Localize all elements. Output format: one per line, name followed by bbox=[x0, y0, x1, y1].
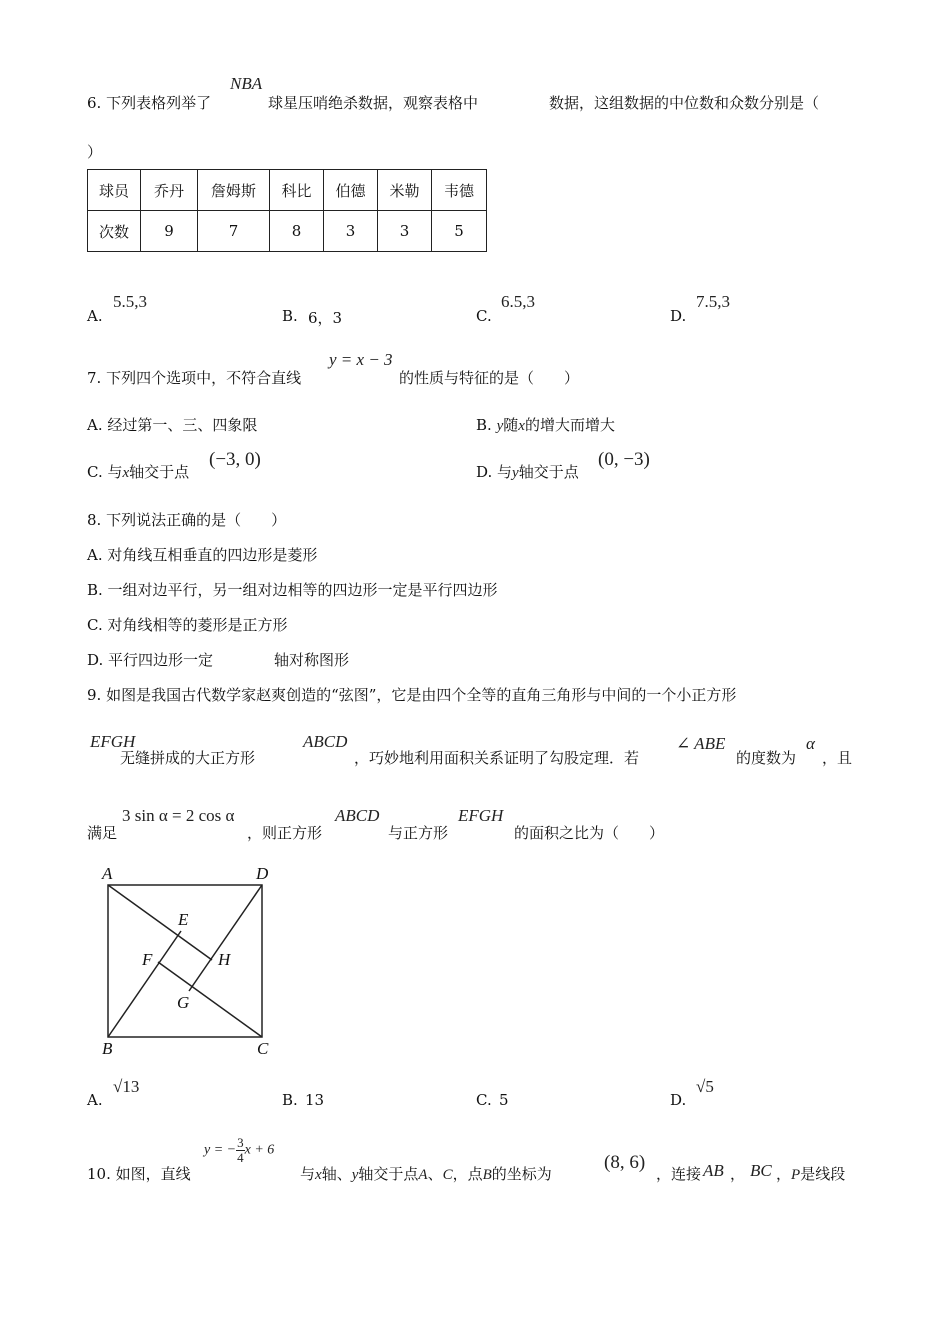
q7-stem-b: 的性质与特征的是（ ） bbox=[399, 369, 580, 387]
q7-option-b-y: y bbox=[496, 418, 504, 434]
q7-stem-a: 7. 下列四个选项中，不符合直线 bbox=[87, 369, 302, 387]
q9-option-d-value: √5 bbox=[696, 1077, 714, 1096]
segment-a-h bbox=[108, 885, 212, 960]
table-cell: 科比 bbox=[270, 170, 324, 211]
q9-abcd-2: ABCD bbox=[335, 806, 380, 825]
segment-d-g bbox=[189, 885, 262, 991]
q7-option-d-point: (0, −3) bbox=[598, 449, 650, 470]
segment-b-e bbox=[108, 931, 181, 1037]
q7-option-c-text2: 轴交于点 bbox=[129, 463, 190, 481]
q10-text-e: 、 bbox=[427, 1165, 443, 1183]
q10-text-b: 与 bbox=[300, 1165, 316, 1183]
q7-option-a: A. 经过第一、三、四象限 bbox=[87, 416, 258, 434]
q9-option-b-value: 13 bbox=[305, 1091, 325, 1109]
q10-text-j: 是线段 bbox=[800, 1165, 846, 1183]
label-e: E bbox=[178, 910, 189, 929]
table-row bbox=[88, 211, 487, 252]
q6-stem-c: 数据，这组数据的中位数和众数分别是（ bbox=[549, 94, 820, 112]
q10-segment-bc: BC bbox=[750, 1161, 772, 1180]
table-row bbox=[88, 170, 487, 211]
q6-option-a-label: A. bbox=[87, 307, 103, 325]
table-cell: 韦德 bbox=[432, 170, 487, 211]
q10-coord: (8, 6) bbox=[604, 1152, 646, 1173]
q9-option-a-value: √13 bbox=[113, 1077, 140, 1096]
q6-option-d-value: 7.5,3 bbox=[696, 292, 730, 311]
q10-tail bbox=[776, 1163, 845, 1184]
q10-text-d: 轴交于点 bbox=[358, 1165, 419, 1183]
q10-point-p: P bbox=[791, 1167, 801, 1183]
q7-option-b-text2: 的增大而增大 bbox=[524, 416, 615, 434]
q9-line3-a: 满足 bbox=[87, 824, 118, 842]
q7-option-d-text1: D. 与 bbox=[476, 463, 513, 481]
q10-eq-right: x + 6 bbox=[244, 1142, 275, 1158]
q7-option-d-y: y bbox=[512, 465, 519, 481]
q9-option-c-value: 5 bbox=[499, 1091, 509, 1109]
q10-point-c: C bbox=[442, 1167, 453, 1183]
label-d: D bbox=[256, 864, 269, 883]
q9-alpha: α bbox=[806, 734, 815, 753]
q9-angle-abe: ∠ ABE bbox=[676, 734, 726, 753]
q6-option-c-label: C. bbox=[476, 307, 492, 325]
label-b: B bbox=[102, 1039, 113, 1058]
q8-option-c: C. 对角线相等的菱形是正方形 bbox=[87, 616, 288, 634]
q6-option-a-value: 5.5,3 bbox=[113, 292, 147, 311]
q9-efgh-2: EFGH bbox=[458, 806, 504, 825]
q6-math-nba: NBA bbox=[230, 74, 263, 93]
table-cell: 9 bbox=[141, 211, 198, 252]
q10-point-b: B bbox=[482, 1167, 492, 1183]
table-cell: 伯德 bbox=[324, 170, 378, 211]
q9-efgh: EFGH bbox=[90, 732, 136, 751]
table-cell: 詹姆斯 bbox=[198, 170, 270, 211]
q10-text-f: ，点 bbox=[452, 1165, 483, 1183]
q9-line2-d: ，且 bbox=[822, 749, 853, 767]
q9-line2-a: 无缝拼成的大正方形 bbox=[120, 749, 256, 767]
q10-x: x bbox=[315, 1167, 322, 1183]
q6-option-c-value: 6.5,3 bbox=[501, 292, 535, 311]
q10-text-a: 10. 如图，直线 bbox=[87, 1165, 191, 1183]
q8-option-a: A. 对角线互相垂直的四边形是菱形 bbox=[87, 546, 318, 564]
q8-stem: 8. 下列说法正确的是（ ） bbox=[87, 511, 287, 529]
q9-option-b-label: B. bbox=[282, 1091, 298, 1109]
table-cell: 8 bbox=[270, 211, 324, 252]
table-cell: 次数 bbox=[88, 211, 141, 252]
q9-line3-b: ，则正方形 bbox=[247, 824, 323, 842]
q10-y: y bbox=[351, 1167, 359, 1183]
q7-equation: y = x − 3 bbox=[329, 350, 393, 369]
label-g: G bbox=[177, 993, 190, 1012]
q7-option-d-text2: 轴交于点 bbox=[518, 463, 579, 481]
q6-data-table bbox=[87, 169, 487, 252]
table-cell: 米勒 bbox=[378, 170, 432, 211]
label-c: C bbox=[257, 1039, 269, 1058]
label-f: F bbox=[142, 950, 153, 969]
q9-option-a-label: A. bbox=[87, 1091, 103, 1109]
table-cell: 乔丹 bbox=[141, 170, 198, 211]
square-abcd bbox=[108, 885, 262, 1037]
q10-comma: ， bbox=[730, 1165, 746, 1183]
q7-option-c-point: (−3, 0) bbox=[209, 449, 261, 470]
q6-stem-a: 6. 下列表格列举了 bbox=[87, 94, 212, 112]
q7-option-b-text1: 随 bbox=[503, 416, 519, 434]
q9-line3-c: 与正方形 bbox=[388, 824, 449, 842]
q7-option-b-label: B. bbox=[476, 416, 492, 434]
q7-option-c bbox=[87, 461, 189, 482]
q8-option-d-tail: 轴对称图形 bbox=[274, 651, 350, 669]
q9-line1: 9. 如图是我国古代数学家赵爽创造的“弦图”，它是由四个全等的直角三角形与中间的一个小正方形 bbox=[87, 686, 737, 704]
q10-equation bbox=[204, 1136, 274, 1165]
q7-option-d bbox=[476, 461, 579, 482]
q9-line2-c: 的度数为 bbox=[736, 749, 797, 767]
table-cell: 3 bbox=[324, 211, 378, 252]
q10-point-a: A bbox=[418, 1167, 428, 1183]
q9-option-d-label: D. bbox=[670, 1091, 687, 1109]
q7-option-b bbox=[476, 414, 615, 435]
q7-option-c-x: x bbox=[122, 465, 130, 481]
xian-tu-figure bbox=[90, 858, 310, 1063]
q10-text-g: 的坐标为 bbox=[491, 1165, 552, 1183]
q6-option-b-value: 6，3 bbox=[308, 309, 343, 327]
q10-fraction-numerator: 3 bbox=[237, 1135, 244, 1150]
q7-option-c-text1: C. 与 bbox=[87, 463, 123, 481]
q10-text-h: ，连接 bbox=[656, 1165, 702, 1183]
q10-segment-ab: AB bbox=[703, 1161, 724, 1180]
q10-line bbox=[300, 1163, 552, 1184]
q10-fraction bbox=[236, 1136, 245, 1165]
q8-option-d: D. 平行四边形一定 bbox=[87, 651, 214, 669]
q6-option-b-label: B. bbox=[282, 307, 298, 325]
q9-line2-b: ，巧妙地利用面积关系证明了勾股定理．若 bbox=[354, 749, 640, 767]
q10-text-i: ， bbox=[776, 1165, 792, 1183]
q9-abcd: ABCD bbox=[303, 732, 348, 751]
q9-condition: 3 sin α = 2 cos α bbox=[122, 806, 235, 825]
q8-option-b: B. 一组对边平行，另一组对边相等的四边形一定是平行四边形 bbox=[87, 581, 498, 599]
q6-stem-b: 球星压哨绝杀数据，观察表格中 bbox=[268, 94, 479, 112]
q10-text-c: 轴、 bbox=[321, 1165, 352, 1183]
q6-option-d-label: D. bbox=[670, 307, 687, 325]
q10-fraction-denominator: 4 bbox=[237, 1150, 244, 1165]
q9-line3-d: 的面积之比为（ ） bbox=[514, 824, 665, 842]
q7-option-b-x: x bbox=[518, 418, 525, 434]
q6-stem-close: ） bbox=[87, 143, 103, 161]
table-cell: 球员 bbox=[88, 170, 141, 211]
q10-eq-left: y = − bbox=[204, 1142, 237, 1158]
label-a: A bbox=[102, 864, 113, 883]
q9-option-c-label: C. bbox=[476, 1091, 492, 1109]
table-cell: 3 bbox=[378, 211, 432, 252]
table-cell: 7 bbox=[198, 211, 270, 252]
label-h: H bbox=[218, 950, 231, 969]
table-cell: 5 bbox=[432, 211, 487, 252]
segment-c-f bbox=[158, 962, 262, 1037]
